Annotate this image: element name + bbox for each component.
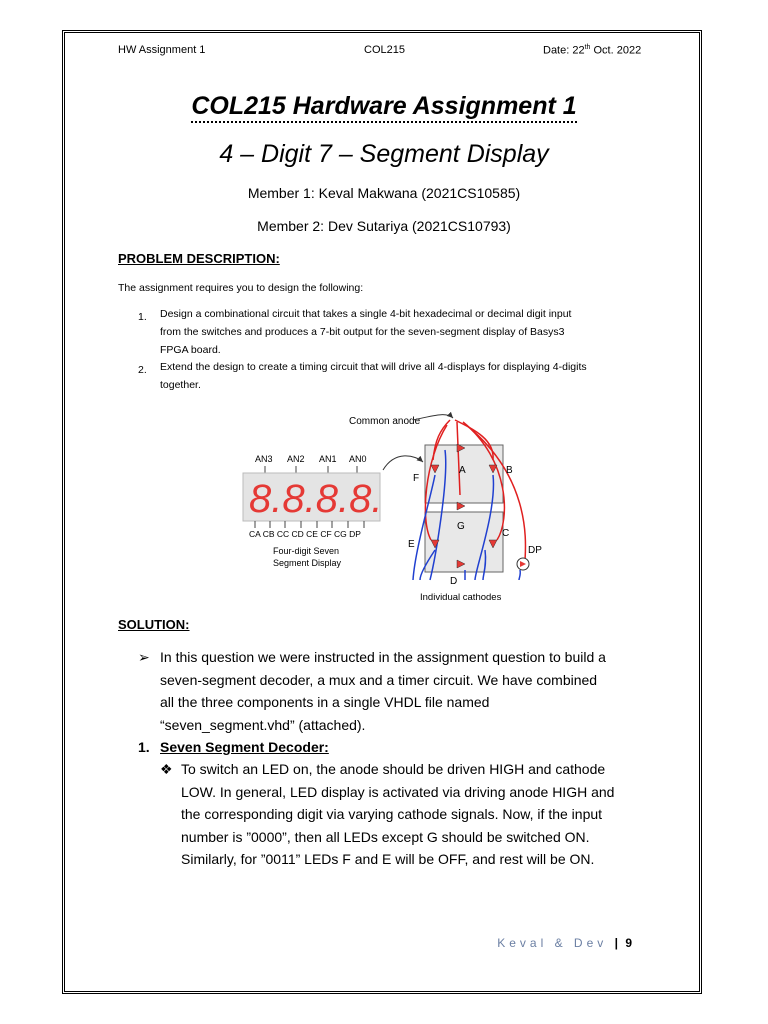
anode-labels — [255, 454, 367, 464]
problem-item-2: Extend the design to create a timing circuit that will drive all 4-displays for displaying 4-digits together. — [160, 361, 587, 391]
subsection-heading: Seven Segment Decoder: — [160, 739, 329, 755]
segment-label: F — [413, 473, 420, 484]
header-center: COL215 — [364, 44, 405, 56]
anode-label: AN0 — [349, 454, 367, 464]
common-anode-label: Common anode — [349, 416, 421, 427]
segment-label: B — [506, 465, 513, 476]
segment-label: DP — [528, 545, 542, 556]
segment-label: A — [459, 465, 466, 476]
page-footer: Keval & Dev | 9 — [497, 936, 632, 950]
decoder-paragraph: To switch an LED on, the anode should be driven HIGH and cathode LOW. In general, LED display is activated via driving anode HIGH and the corresponding digit via varying cathode signals. Now, if the input number is ”0000”, then all LEDs except G should be switched ON. Similarly, for ”0011” LEDs F and E will be OFF, and rest will be ON. — [181, 761, 615, 867]
seven-segment-figure — [235, 400, 555, 610]
caption-line-2: Segment Display — [273, 558, 342, 568]
page-number: 9 — [625, 936, 632, 950]
footer-names: Keval & Dev — [497, 936, 608, 950]
problem-intro: The assignment requires you to design the following: — [118, 282, 364, 294]
page-title: COL215 Hardware Assignment 1 — [0, 92, 768, 121]
member-1: Member 1: Keval Makwana (2021CS10585) — [247, 185, 521, 201]
member-2: Member 2: Dev Sutariya (2021CS10793) — [257, 218, 511, 234]
solution-heading: SOLUTION: — [118, 617, 190, 632]
item-number: 1. — [138, 311, 147, 323]
problem-heading: PROBLEM DESCRIPTION: — [118, 251, 280, 266]
item-number: 2. — [138, 364, 147, 376]
diamond-bullet-icon: ❖ — [160, 761, 173, 777]
caption-line-1: Four-digit Seven — [273, 546, 340, 556]
display-digits: 8.8.8.8. — [249, 477, 383, 521]
segment-label: G — [457, 521, 465, 532]
segment-label: D — [450, 576, 458, 587]
cathode-labels: CA CB CC CD CE CF CG DP — [249, 529, 361, 539]
problem-item-1: Design a combinational circuit that takes a single 4-bit hexadecimal or decimal digit input from the switches and produces a 7-bit output for the seven-segment display of Basys3 FPGA board. — [160, 308, 572, 356]
segment-label: E — [408, 539, 415, 550]
arrow-bullet-icon: ➢ — [138, 649, 150, 665]
anode-label: AN3 — [255, 454, 273, 464]
header-date: Date: 22th Oct. 2022 — [543, 44, 642, 57]
header-left: HW Assignment 1 — [118, 44, 206, 56]
segment-label: C — [502, 528, 510, 539]
individual-cathodes-label: Individual cathodes — [420, 592, 502, 603]
subsection-number: 1. — [138, 739, 150, 755]
anode-label: AN2 — [287, 454, 305, 464]
page-subtitle: 4 – Digit 7 – Segment Display — [219, 140, 549, 168]
anode-label: AN1 — [319, 454, 337, 464]
solution-paragraph: In this question we were instructed in the assignment question to build a seven-segment decoder, a mux and a timer circuit. We have combined all the three components in a single VHDL file named “seven_segment.vhd” (attached). — [160, 649, 606, 733]
